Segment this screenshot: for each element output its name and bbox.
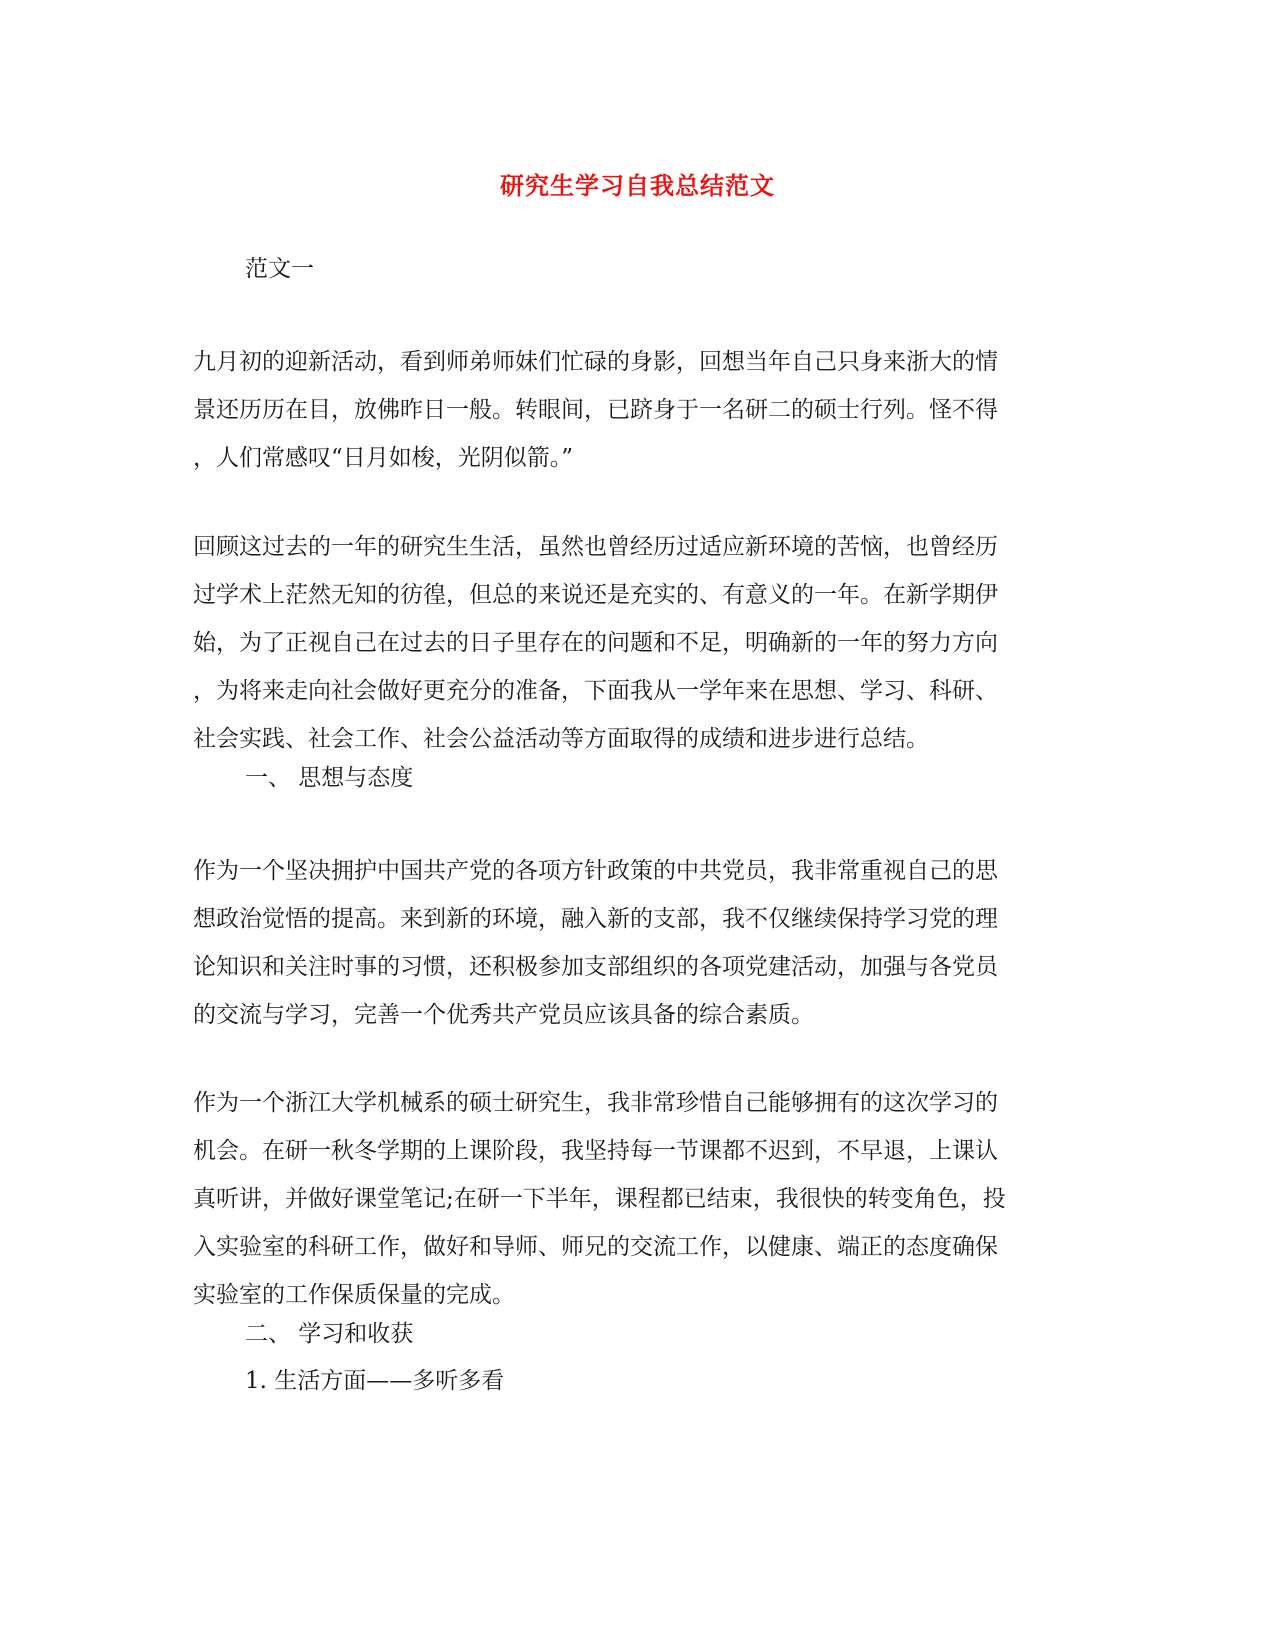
paragraph-1	[193, 338, 1073, 482]
paragraph-line: 入实验室的科研工作，做好和导师、师兄的交流工作，以健康、端正的态度确保	[193, 1234, 998, 1260]
paragraph-3	[193, 847, 1073, 1039]
paragraph-line: 作为一个浙江大学机械系的硕士研究生，我非常珍惜自己能够拥有的这次学习的	[193, 1090, 998, 1116]
paragraph-line: ，人们常感叹“日月如梭，光阴似箭。”	[193, 445, 574, 471]
paragraph-line: ，为将来走向社会做好更充分的准备，下面我从一学年来在思想、学习、科研、	[193, 678, 998, 704]
section-heading-1: 一、 思想与态度	[245, 765, 414, 791]
paragraph-line: 九月初的迎新活动，看到师弟师妹们忙碌的身影，回想当年自己只身来浙大的情	[193, 349, 998, 375]
paragraph-line: 始，为了正视自己在过去的日子里存在的问题和不足，明确新的一年的努力方向	[193, 630, 998, 656]
paragraph-line: 回顾这过去的一年的研究生生活，虽然也曾经历过适应新环境的苦恼，也曾经历	[193, 534, 998, 560]
paragraph-line: 真听讲，并做好课堂笔记;在研一下半年，课程都已结束，我很快的转变角色，投	[193, 1186, 1006, 1212]
section-heading-2: 二、 学习和收获	[245, 1321, 414, 1347]
paragraph-line: 过学术上茫然无知的彷徨，但总的来说还是充实的、有意义的一年。在新学期伊	[193, 582, 998, 608]
paragraph-line: 作为一个坚决拥护中国共产党的各项方针政策的中共党员，我非常重视自己的思	[193, 858, 998, 884]
document-title: 研究生学习自我总结范文	[500, 171, 775, 200]
paragraph-line: 论知识和关注时事的习惯，还积极参加支部组织的各项党建活动，加强与各党员	[193, 954, 998, 980]
paragraph-line: 实验室的工作保质保量的完成。	[193, 1282, 515, 1308]
paragraph-line: 想政治觉悟的提高。来到新的环境，融入新的支部，我不仅继续保持学习党的理	[193, 906, 998, 932]
paragraph-line: 机会。在研一秋冬学期的上课阶段，我坚持每一节课都不迟到，不早退，上课认	[193, 1138, 998, 1164]
paragraph-2	[193, 523, 1073, 763]
sub-heading: 范文一	[245, 256, 314, 282]
subsection-heading-2-1: 1. 生活方面——多听多看	[245, 1368, 505, 1394]
paragraph-line: 社会实践、社会工作、社会公益活动等方面取得的成绩和进步进行总结。	[193, 726, 929, 752]
paragraph-line: 景还历历在目，放佛昨日一般。转眼间，已跻身于一名研二的硕士行列。怪不得	[193, 397, 998, 423]
paragraph-line: 的交流与学习，完善一个优秀共产党员应该具备的综合素质。	[193, 1002, 814, 1028]
paragraph-4	[193, 1079, 1073, 1319]
